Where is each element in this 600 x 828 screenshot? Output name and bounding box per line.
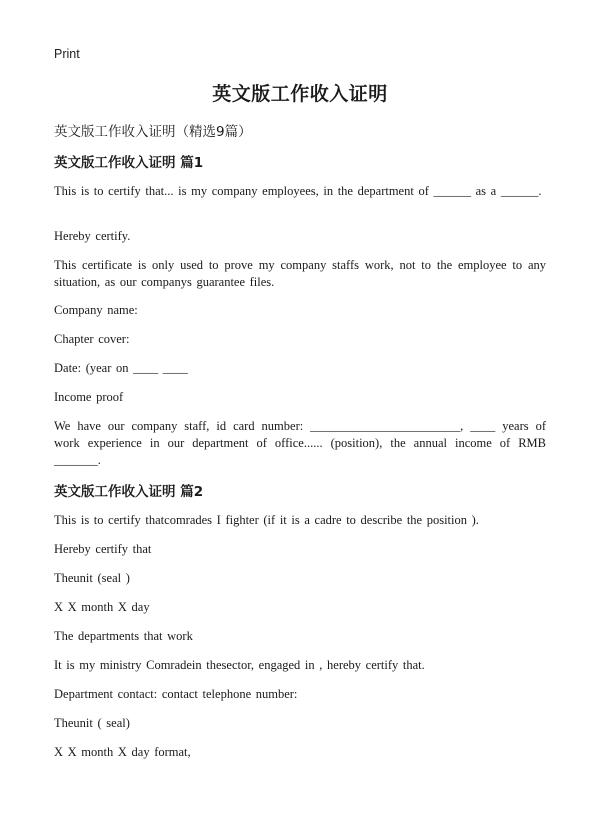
paragraph: X X month X day format, xyxy=(54,745,191,759)
section-heading-2: 英文版工作收入证明 篇2 xyxy=(54,484,204,500)
paragraph: Income proof xyxy=(54,390,124,404)
print-link[interactable]: Print xyxy=(54,47,80,61)
paragraph: Theunit (seal ) xyxy=(54,571,130,585)
paragraph: Hereby certify. xyxy=(54,229,131,243)
section-heading-1: 英文版工作收入证明 篇1 xyxy=(54,155,204,171)
paragraph: This certificate is only used to prove my company staffs work, not to the employee to any situation, as our companys guarantee files. xyxy=(54,258,546,289)
paragraph: Chapter cover: xyxy=(54,332,130,346)
paragraph: Department contact: contact telephone number: xyxy=(54,687,298,701)
paragraph: This is to certify that... is my company employees, in the department of ______ as a ______. xyxy=(54,184,542,198)
paragraph: It is my ministry Comradein thesector, engaged in , hereby certify that. xyxy=(54,658,425,672)
document-subtitle: 英文版工作收入证明（精选9篇） xyxy=(54,124,252,140)
paragraph: This is to certify thatcomrades I fighter (if it is a cadre to describe the position ). xyxy=(54,513,479,527)
paragraph: The departments that work xyxy=(54,629,193,643)
paragraph: We have our company staff, id card number: ________________________, ____ years of work experience in our department of office...... (position), the annual income of RMB _______. xyxy=(54,419,546,467)
document-title: 英文版工作收入证明 xyxy=(212,83,388,105)
paragraph: Hereby certify that xyxy=(54,542,152,556)
paragraph: Company name: xyxy=(54,303,138,317)
paragraph: Date: (year on ____ ____ xyxy=(54,361,188,375)
paragraph: X X month X day xyxy=(54,600,150,614)
paragraph: Theunit ( seal) xyxy=(54,716,130,730)
